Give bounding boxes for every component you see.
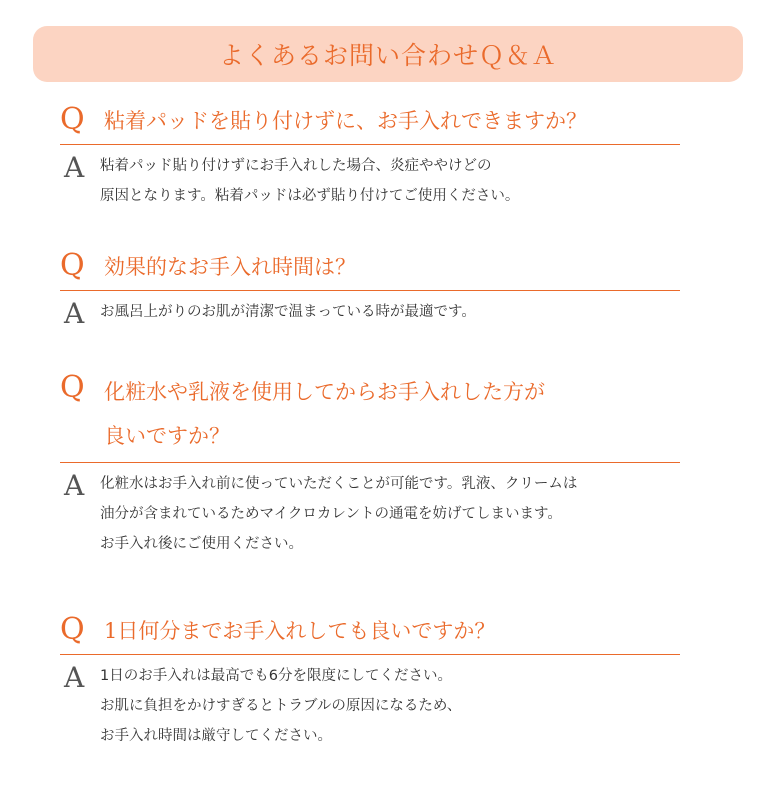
qa-item-1 bbox=[60, 102, 680, 211]
divider bbox=[60, 654, 680, 655]
page-title: よくあるお問い合わせＱ＆Ａ bbox=[218, 41, 557, 70]
answer-mark: A bbox=[64, 151, 85, 184]
question-text: 化粧水や乳液を使用してからお手入れした方が 良いですか？ bbox=[104, 380, 545, 448]
divider bbox=[60, 290, 680, 291]
question-row bbox=[60, 248, 680, 286]
question-mark: Q bbox=[60, 370, 85, 405]
answer-mark: A bbox=[64, 297, 85, 330]
question-row bbox=[60, 370, 680, 458]
question-row bbox=[60, 102, 680, 140]
question-mark: Q bbox=[60, 102, 85, 137]
answer-text: お風呂上がりのお肌が清潔で温まっている時が最適です。 bbox=[100, 304, 476, 320]
answer-row bbox=[60, 469, 680, 559]
question-text: 1日何分までお手入れしても良いですか？ bbox=[104, 619, 496, 643]
answer-row bbox=[60, 661, 680, 751]
qa-item-3 bbox=[60, 370, 680, 559]
question-mark: Q bbox=[60, 248, 85, 283]
answer-row bbox=[60, 151, 680, 211]
answer-text: 粘着パッド貼り付けずにお手入れした場合、炎症ややけどの 原因となります。粘着パッドは必ず貼り付けてご使用ください。 bbox=[100, 158, 520, 204]
answer-row bbox=[60, 297, 680, 330]
answer-mark: A bbox=[64, 469, 85, 502]
question-mark: Q bbox=[60, 612, 85, 647]
divider bbox=[60, 462, 680, 463]
question-row bbox=[60, 612, 680, 650]
question-text: 粘着パッドを貼り付けずに、お手入れできますか？ bbox=[104, 109, 587, 133]
divider bbox=[60, 144, 680, 145]
answer-text: 1日のお手入れは最高でも6分を限度にしてください。 お肌に負担をかけすぎるとトラブルの原因になるため、 お手入れ時間は厳守してください。 bbox=[100, 668, 462, 744]
answer-mark: A bbox=[64, 661, 85, 694]
qa-item-4 bbox=[60, 612, 680, 751]
answer-text: 化粧水はお手入れ前に使っていただくことが可能です。乳液、クリームは 油分が含まれているためマイクロカレントの通電を妨げてしまいます。 お手入れ後にご使用ください。 bbox=[100, 476, 578, 552]
qa-item-2 bbox=[60, 248, 680, 330]
page-header bbox=[33, 26, 743, 82]
question-text: 効果的なお手入れ時間は？ bbox=[104, 255, 356, 279]
